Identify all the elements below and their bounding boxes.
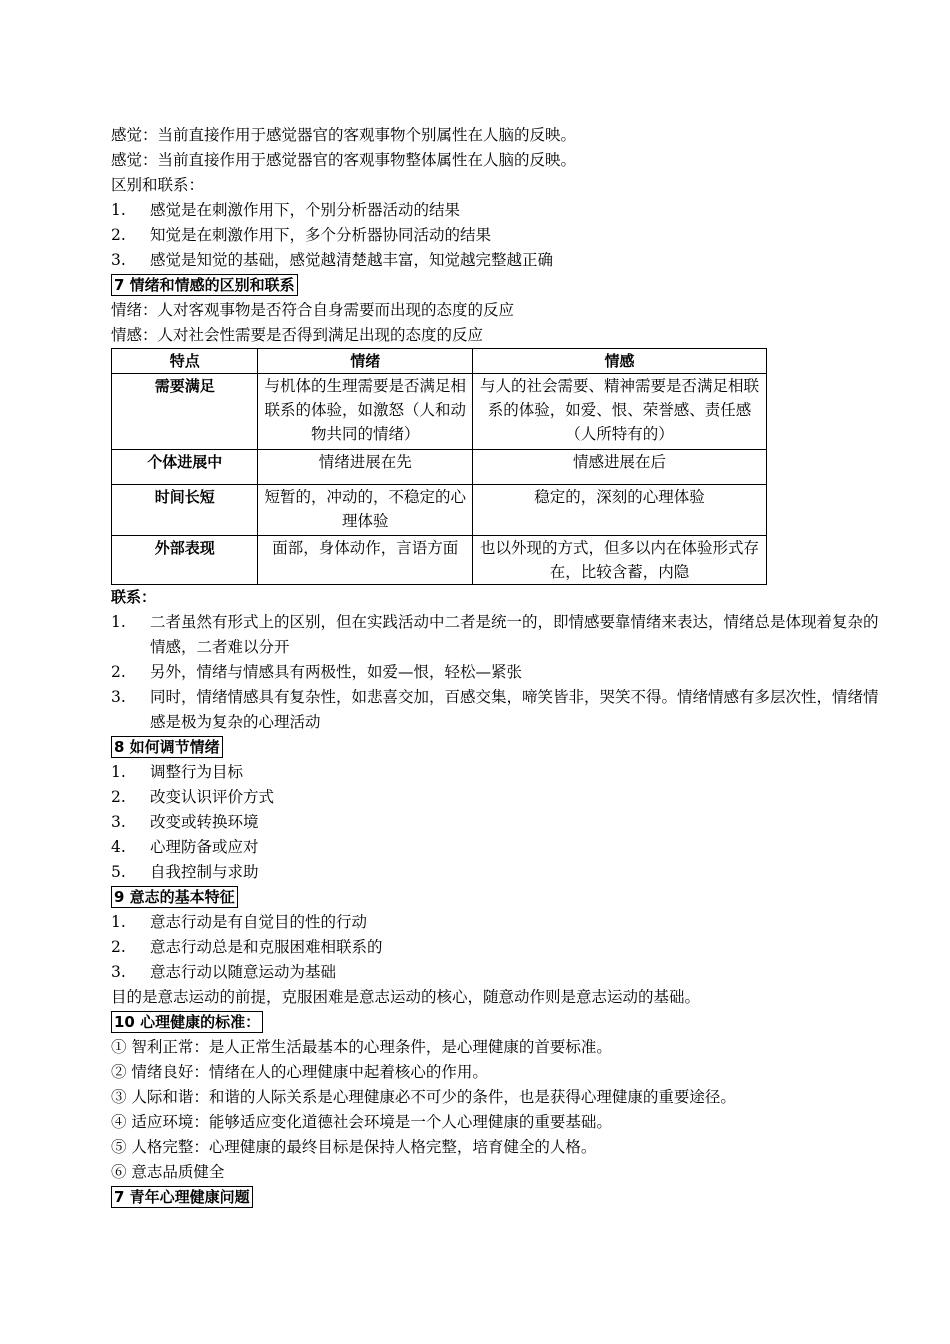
table-cell: 个体进展中 (112, 450, 258, 485)
section-heading: 7 情绪和情感的区别和联系 (111, 274, 298, 296)
list-text: 意志行动总是和克服困难相联系的 (150, 938, 383, 956)
list-item (111, 960, 881, 985)
table-header: 特点 (112, 349, 258, 374)
standard-item: ① 智利正常：是人正常生活最基本的心理条件，是心理健康的首要标准。 (111, 1038, 612, 1056)
table-cell: 外部表现 (112, 536, 258, 585)
list-item (111, 198, 881, 223)
table-header-row (112, 349, 767, 374)
list-text: 自我控制与求助 (150, 863, 259, 881)
list-item (111, 835, 881, 860)
table-header: 情感 (473, 349, 767, 374)
standard-item: ④ 适应环境：能够适应变化道德社会环境是一个人心理健康的重要基础。 (111, 1113, 612, 1131)
section-heading: 8 如何调节情绪 (111, 736, 223, 758)
list-text: 知觉是在刺激作用下，多个分析器协同活动的结果 (150, 226, 492, 244)
table-cell: 面部，身体动作，言语方面 (258, 536, 473, 585)
list-number: 1. (111, 613, 126, 631)
list-item (111, 785, 881, 810)
list-text: 二者虽然有形式上的区别，但在实践活动中二者是统一的，即情感要靠情绪来表达，情绪总是体现着复杂的情感，二者难以分开 (150, 613, 879, 656)
list-text: 心理防备或应对 (150, 838, 259, 856)
list-item (111, 860, 881, 885)
feeling-definition: 情感：人对社会性需要是否得到满足出现的态度的反应 (111, 326, 484, 344)
list-text: 同时，情绪情感具有复杂性，如悲喜交加，百感交集，啼笑皆非，哭笑不得。情绪情感有多层次性，情绪情感是极为复杂的心理活动 (150, 688, 879, 731)
list-number: 2. (111, 938, 126, 956)
list-number: 3. (111, 688, 126, 706)
table-cell: 情绪进展在先 (258, 450, 473, 485)
list-number: 1. (111, 201, 126, 219)
table-cell: 时间长短 (112, 485, 258, 536)
list-number: 2. (111, 663, 126, 681)
perception-definition: 感觉：当前直接作用于感觉器官的客观事物整体属性在人脑的反映。 (111, 151, 577, 169)
standard-item: ② 情绪良好：情绪在人的心理健康中起着核心的作用。 (111, 1063, 488, 1081)
sensation-definition: 感觉：当前直接作用于感觉器官的客观事物个别属性在人脑的反映。 (111, 126, 577, 144)
list-item (111, 910, 881, 935)
list-number: 2. (111, 788, 126, 806)
list-item (111, 248, 881, 273)
list-item (111, 660, 881, 685)
list-text: 感觉是知觉的基础，感觉越清楚越丰富，知觉越完整越正确 (150, 251, 554, 269)
table-header: 情绪 (258, 349, 473, 374)
list-text: 另外，情绪与情感具有两极性，如爱—恨，轻松—紧张 (150, 663, 523, 681)
standard-item: ⑤ 人格完整：心理健康的最终目标是保持人格完整，培育健全的人格。 (111, 1138, 597, 1156)
standard-item: ③ 人际和谐：和谐的人际关系是心理健康必不可少的条件，也是获得心理健康的重要途径。 (111, 1088, 736, 1106)
list-item (111, 935, 881, 960)
list-number: 3. (111, 251, 126, 269)
section-heading: 9 意志的基本特征 (111, 886, 238, 908)
table-row (112, 536, 767, 585)
section-heading: 10 心理健康的标准： (111, 1011, 263, 1033)
list-item (111, 223, 881, 248)
list-number: 1. (111, 763, 126, 781)
table-cell: 与机体的生理需要是否满足相联系的体验，如激怒（人和动物共同的情绪） (258, 374, 473, 450)
list-text: 意志行动以随意运动为基础 (150, 963, 337, 981)
section-heading: 7 青年心理健康问题 (111, 1186, 253, 1208)
table-row (112, 374, 767, 450)
table-cell: 稳定的，深刻的心理体验 (473, 485, 767, 536)
table-cell: 需要满足 (112, 374, 258, 450)
table-cell: 情感进展在后 (473, 450, 767, 485)
list-number: 5. (111, 863, 126, 881)
will-summary: 目的是意志运动的前提，克服困难是意志运动的核心，随意动作则是意志运动的基础。 (111, 988, 701, 1006)
list-item (111, 610, 881, 660)
list-item (111, 685, 881, 735)
list-number: 1. (111, 913, 126, 931)
list-item (111, 810, 881, 835)
table-cell: 也以外现的方式，但多以内在体验形式存在，比较含蓄，内隐 (473, 536, 767, 585)
relation-label: 联系： (111, 588, 157, 606)
list-number: 3. (111, 963, 126, 981)
emotion-definition: 情绪：人对客观事物是否符合自身需要而出现的态度的反应 (111, 301, 515, 319)
difference-label: 区别和联系： (111, 176, 205, 194)
list-text: 感觉是在刺激作用下，个别分析器活动的结果 (150, 201, 461, 219)
list-text: 调整行为目标 (150, 763, 244, 781)
list-number: 2. (111, 226, 126, 244)
list-number: 4. (111, 838, 126, 856)
table-row (112, 485, 767, 536)
list-text: 改变认识评价方式 (150, 788, 275, 806)
list-text: 意志行动是有自觉目的性的行动 (150, 913, 368, 931)
table-cell: 与人的社会需要、精神需要是否满足相联系的体验，如爱、恨、荣誉感、责任感（人所特有的） (473, 374, 767, 450)
standard-item: ⑥ 意志品质健全 (111, 1163, 225, 1181)
table-cell: 短暂的，冲动的，不稳定的心理体验 (258, 485, 473, 536)
list-text: 改变或转换环境 (150, 813, 259, 831)
comparison-table (111, 348, 767, 585)
document-page (111, 123, 881, 1210)
table-row (112, 450, 767, 485)
list-item (111, 760, 881, 785)
list-number: 3. (111, 813, 126, 831)
